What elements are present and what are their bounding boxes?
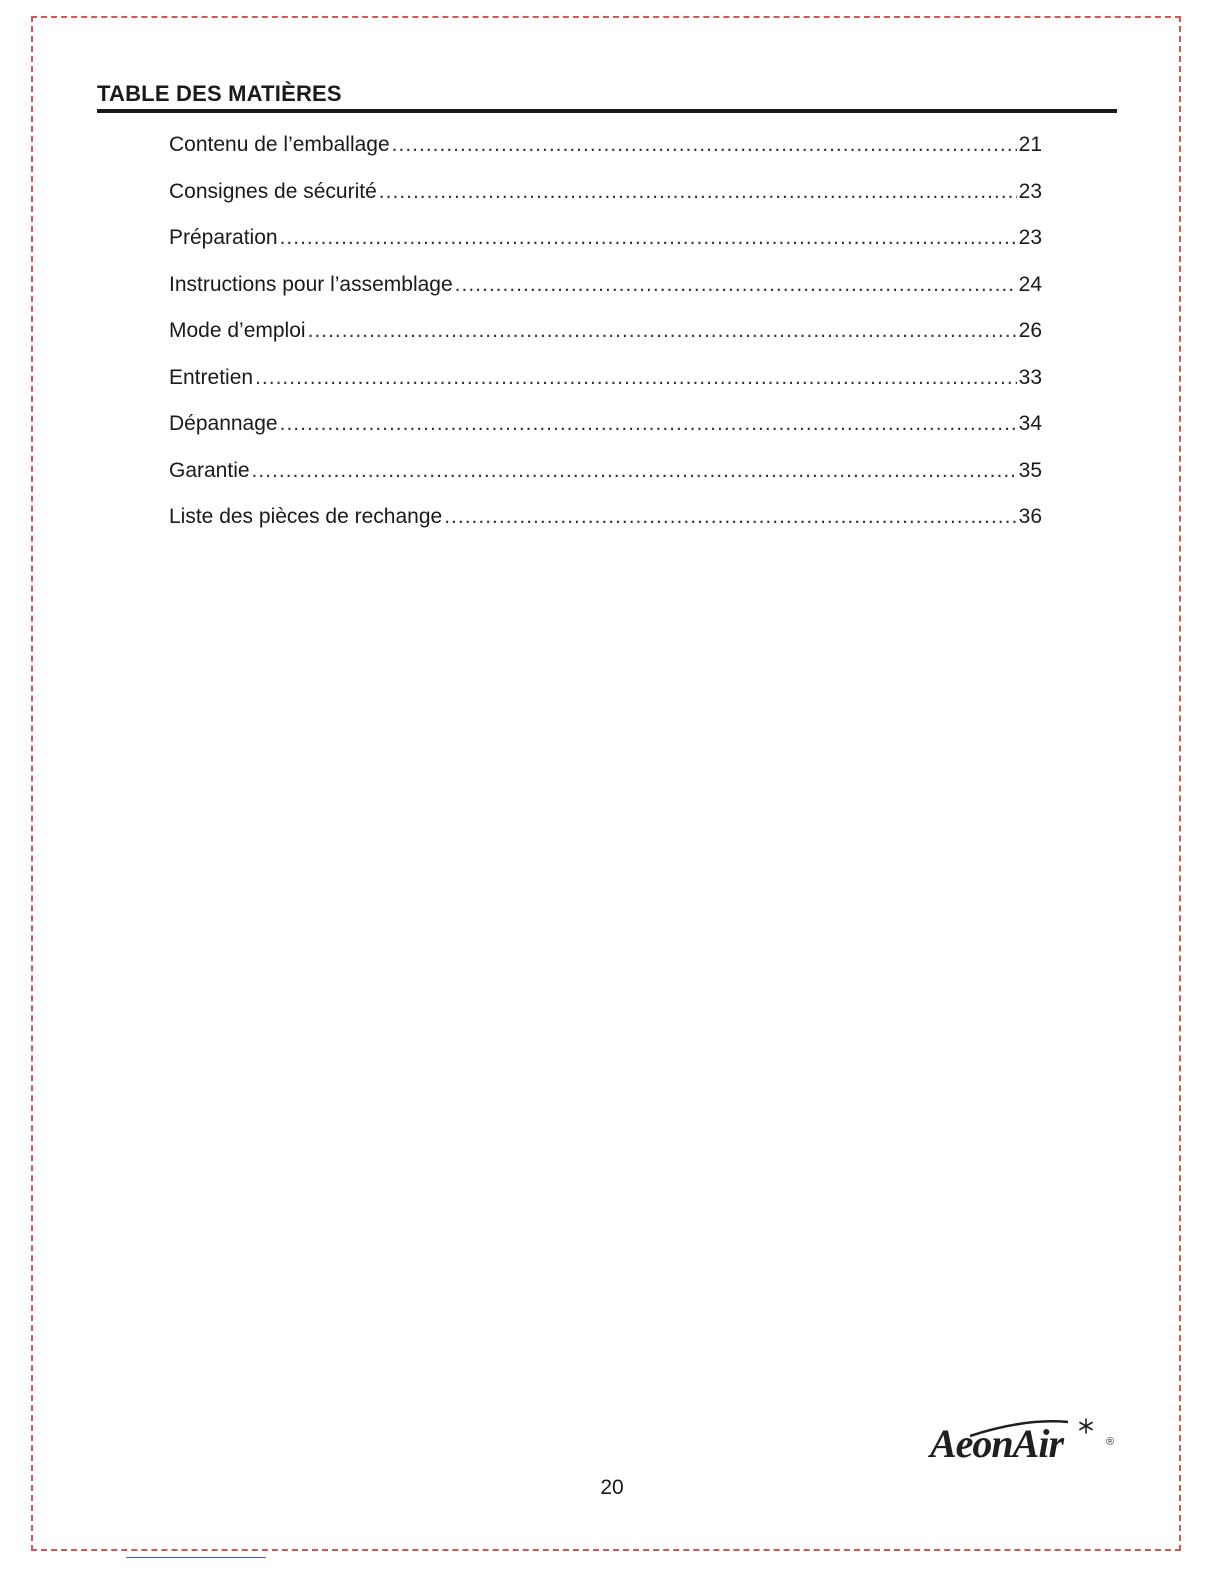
- toc-entry-title: Entretien: [169, 365, 254, 389]
- toc-dot-leader: [308, 319, 1017, 343]
- toc-entry-page: 35: [1018, 458, 1042, 482]
- toc-entry-page: 24: [1018, 272, 1042, 296]
- registered-mark: ®: [1106, 1436, 1115, 1448]
- toc-list: [169, 133, 1042, 552]
- toc-dot-leader: [444, 505, 1016, 529]
- toc-entry-title: Consignes de sécurité: [169, 179, 377, 203]
- toc-entry-warranty[interactable]: [169, 459, 1042, 506]
- toc-entry-safety[interactable]: [169, 180, 1042, 227]
- toc-entry-troubleshooting[interactable]: [169, 412, 1042, 459]
- toc-dot-leader: [280, 412, 1017, 436]
- page-number: 20: [600, 1476, 624, 1499]
- toc-entry-packaging-contents[interactable]: [169, 133, 1042, 180]
- toc-entry-title: Contenu de l’emballage: [169, 133, 390, 156]
- toc-dot-leader: [392, 133, 1017, 157]
- brand-logo: [930, 1414, 1120, 1470]
- toc-entry-page: 23: [1018, 226, 1042, 249]
- toc-entry-page: 34: [1018, 412, 1042, 435]
- toc-dot-leader: [280, 226, 1017, 250]
- toc-entry-title: Garantie: [169, 458, 250, 482]
- toc-entry-page: 36: [1018, 505, 1042, 528]
- toc-entry-title: Préparation: [169, 226, 278, 249]
- snowflake-icon: [1078, 1418, 1094, 1434]
- toc-entry-operation[interactable]: [169, 319, 1042, 366]
- toc-heading: TABLE DES MATIÈRES: [97, 81, 1117, 113]
- toc-entry-title: Instructions pour l’assemblage: [169, 272, 453, 296]
- toc-dot-leader: [255, 366, 1017, 390]
- bottom-link-underline: [126, 1557, 266, 1558]
- toc-entry-page: 23: [1018, 179, 1042, 203]
- toc-dot-leader: [455, 273, 1017, 297]
- toc-entry-preparation[interactable]: [169, 226, 1042, 273]
- toc-entry-page: 33: [1018, 365, 1042, 389]
- toc-entry-maintenance[interactable]: [169, 366, 1042, 413]
- toc-entry-title: Mode d’emploi: [169, 319, 306, 342]
- toc-entry-parts-list[interactable]: [169, 505, 1042, 552]
- logo-wordmark: AeonAir: [930, 1421, 1064, 1466]
- toc-entry-page: 21: [1018, 133, 1042, 156]
- toc-entry-title: Liste des pièces de rechange: [169, 505, 443, 528]
- toc-entry-assembly[interactable]: [169, 273, 1042, 320]
- toc-entry-page: 26: [1018, 319, 1042, 342]
- toc-entry-title: Dépannage: [169, 412, 278, 435]
- toc-dot-leader: [379, 180, 1017, 204]
- toc-dot-leader: [252, 459, 1017, 483]
